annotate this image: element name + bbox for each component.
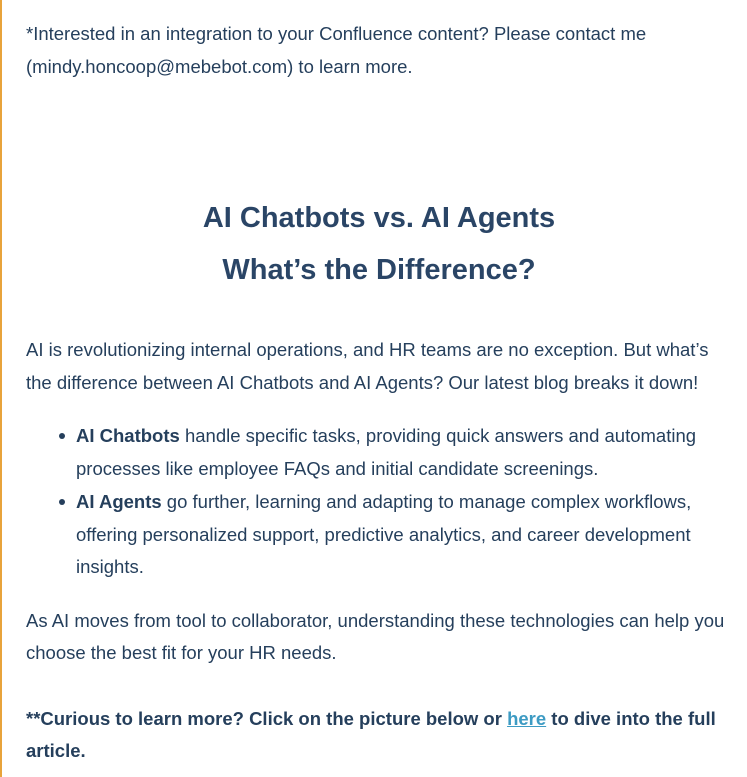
heading-line-1: AI Chatbots vs. AI Agents [202,202,556,234]
integration-note-line-1: *Interested in an integration to your Confluence content? Please contact me [26,23,647,44]
chatbots-description: handle specific tasks, providing quick answers and automating processes like employee FAQs and initial candidate screenings. [76,425,697,479]
left-accent-bar [0,0,2,777]
email-body [26,18,732,768]
term-ai-agents: AI Agents [76,491,162,512]
integration-note-line-2: (mindy.honcoop@mebebot.com) to learn more. [26,55,413,77]
cta-text-before: **Curious to learn more? Click on the picture below or [26,707,508,729]
list-item-chatbots [76,420,732,485]
term-ai-chatbots: AI Chatbots [76,425,180,446]
closing-paragraph: As AI moves from tool to collaborator, understanding these technologies can help you choose the best fit for your HR needs. [26,609,725,663]
comparison-list [26,420,732,584]
list-item-agents [76,486,732,584]
cta-text-after: to dive into the full article. [26,707,716,761]
bullet-icon [59,499,65,505]
article-heading [26,192,732,296]
call-to-action [26,703,732,768]
integration-note [26,18,732,83]
here-link[interactable]: here [507,707,547,729]
agents-description: go further, learning and adapting to manage complex workflows, offering personalized support, predictive analytics, and career development insights. [76,491,692,577]
intro-paragraph: AI is revolutionizing internal operations, and HR teams are no exception. But what’s the difference between AI Chatbots and AI Agents? Our latest blog breaks it down! [26,339,709,393]
bullet-icon [59,433,65,439]
heading-line-2: What’s the Difference? [222,254,536,286]
